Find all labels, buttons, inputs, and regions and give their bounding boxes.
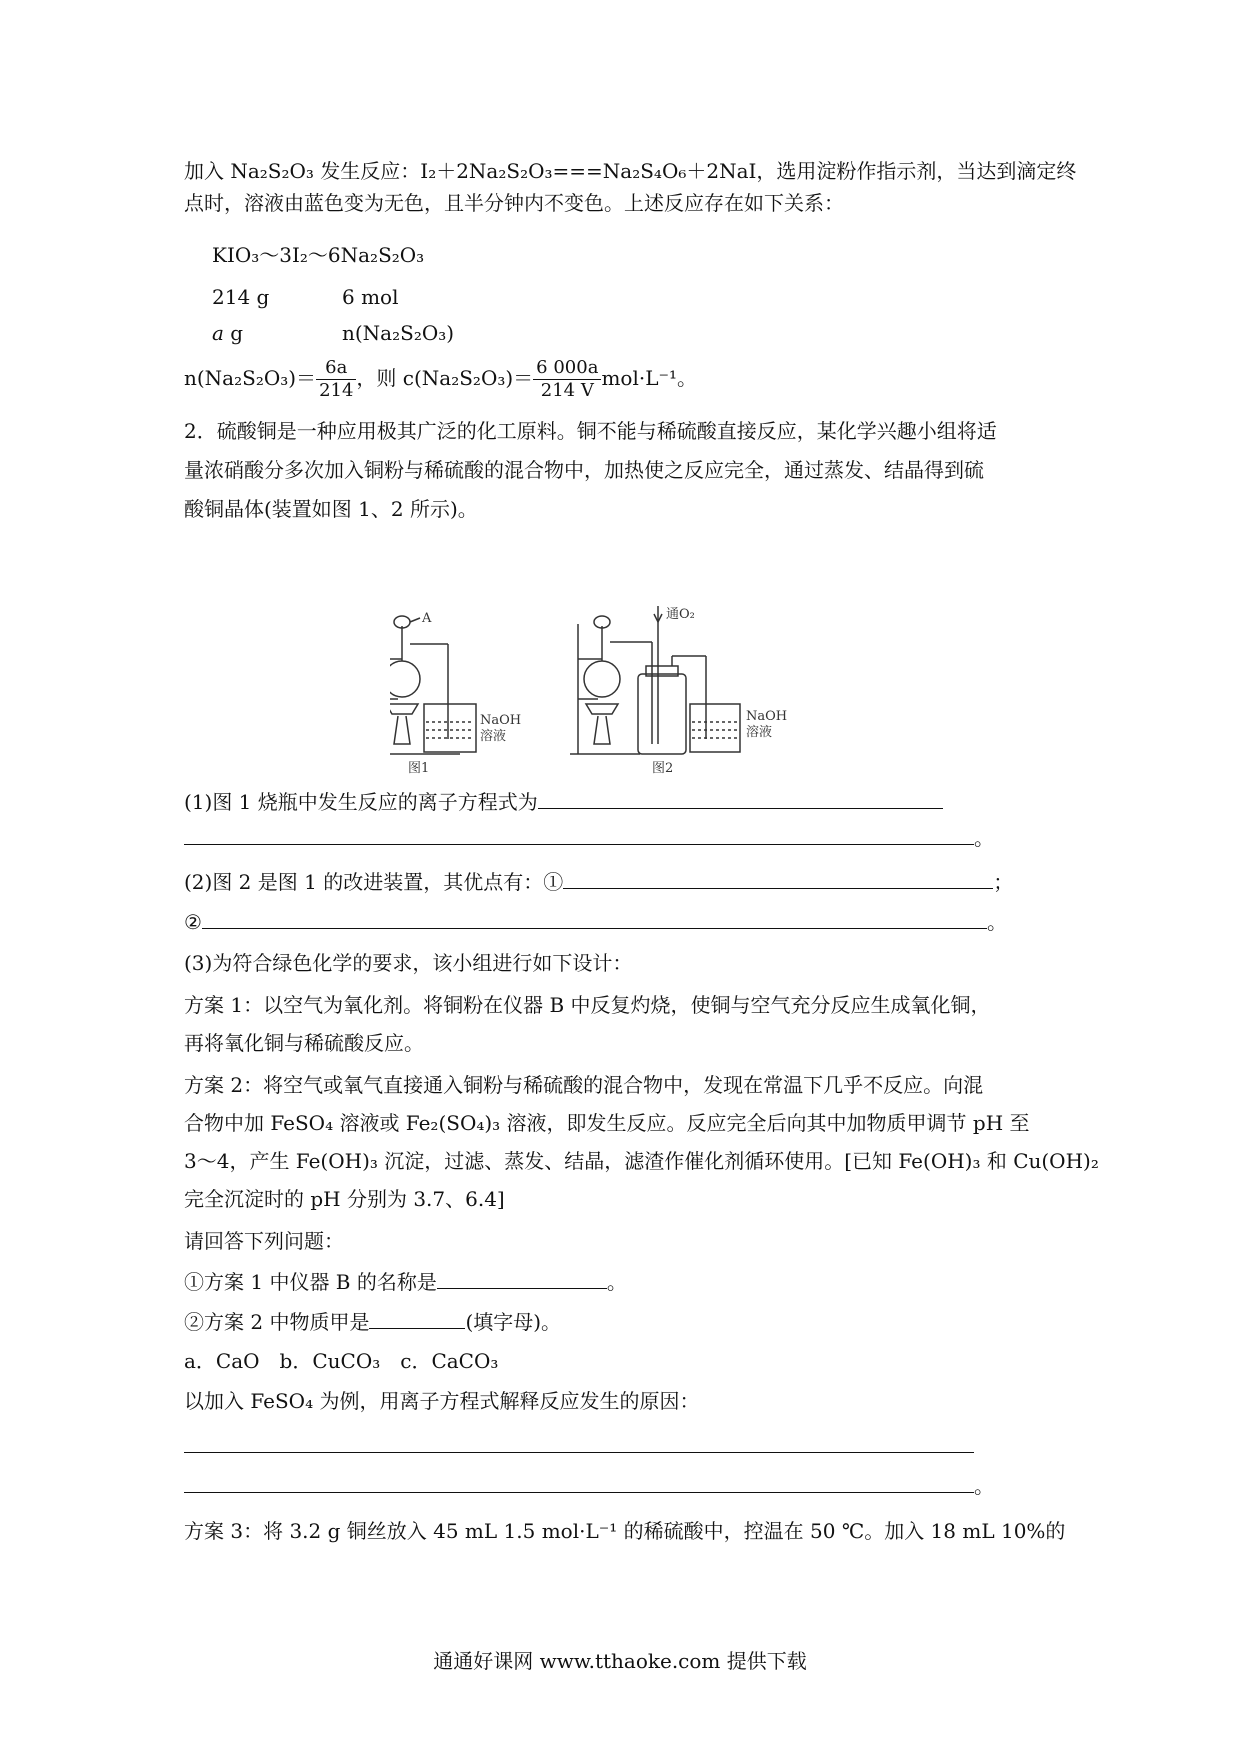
fraction-1-den: 214 [319, 380, 354, 401]
period-1: 。 [974, 826, 994, 850]
scheme-1-line-2: 再将氧化铜与稀硫酸反应。 [184, 1031, 424, 1055]
footer-source: 通通好课网 www.tthaoke.com 提供下载 [433, 1649, 807, 1673]
answer-blank-substance[interactable] [369, 1306, 465, 1329]
scheme-2-line-4: 完全沉淀时的 pH 分别为 3.7、6.4] [184, 1187, 505, 1211]
answer-blank-ion-b[interactable] [184, 1470, 974, 1493]
answer-blank-2b[interactable] [202, 906, 987, 929]
fraction-1 [316, 357, 356, 402]
label-o2: 通O₂ [666, 607, 695, 622]
part-1-continuation [184, 822, 994, 853]
label-solution-1: 溶液 [480, 729, 507, 744]
sub-q-1-end: 。 [606, 1270, 627, 1294]
answer-blank-instrument[interactable] [437, 1266, 607, 1289]
scheme-1-line-1: 方案 1：以空气为氧化剂。将铜粉在仪器 B 中反复灼烧，使铜与空气充分反应生成氧化铜， [184, 993, 991, 1017]
scheme-2-line-3: 3～4，产生 Fe(OH)₃ 沉淀，过滤、蒸发、结晶，滤渣作催化剂循环使用。[已知 Fe(OH)₃ 和 Cu(OH)₂ [184, 1149, 1099, 1173]
sub-q-2-text: ②方案 2 中物质甲是 [184, 1310, 370, 1334]
answer-blank-ion-a[interactable] [184, 1430, 974, 1453]
part-1-line [184, 786, 943, 817]
label-a: A [422, 611, 432, 626]
sub-q-1-text: ①方案 1 中仪器 B 的名称是 [184, 1270, 437, 1294]
eq-right: mol·L⁻¹。 [601, 366, 698, 390]
part-3-line: (3)为符合绿色化学的要求，该小组进行如下设计： [184, 951, 633, 975]
apparatus-figure [390, 604, 860, 774]
relation-mol: 6 mol [342, 285, 399, 309]
caption-fig-1: 图1 [408, 761, 430, 774]
sub-q-1 [184, 1266, 627, 1297]
fraction-2-den: 214 V [540, 380, 594, 401]
fraction-1-num: 6a [316, 357, 356, 380]
relation-a-g [212, 318, 243, 348]
part-1-text: (1)图 1 烧瓶中发生反应的离子方程式为 [184, 790, 538, 814]
semicolon: ； [993, 870, 1014, 894]
eq-left: n(Na₂S₂O₃)＝ [184, 366, 317, 390]
part-2-second [184, 906, 1007, 937]
sub-q-2-end: (填字母)。 [465, 1310, 562, 1334]
label-solution-2: 溶液 [746, 725, 773, 740]
ion-equation-prompt: 以加入 FeSO₄ 为例，用离子方程式解释反应发生的原因： [184, 1389, 700, 1413]
relation-mass: 214 g [212, 285, 270, 309]
relation-n: n(Na₂S₂O₃) [342, 321, 455, 345]
figure-1-apparatus [390, 616, 476, 754]
ask-line: 请回答下列问题： [184, 1229, 344, 1253]
fraction-2 [533, 357, 601, 402]
answer-blank-1b[interactable] [184, 822, 974, 845]
ion-answer-line-1 [184, 1430, 974, 1461]
caption-fig-2: 图2 [652, 761, 674, 774]
part-2-text: (2)图 2 是图 1 的改进装置，其优点有：① [184, 870, 564, 894]
scheme-2-line-2: 合物中加 FeSO₄ 溶液或 Fe₂(SO₄)₃ 溶液，即发生反应。反应完全后向其中加物质甲调节 pH 至 [184, 1111, 1030, 1135]
eq-mid: ，则 c(Na₂S₂O₃)＝ [356, 366, 534, 390]
fraction-2-num: 6 000a [533, 357, 601, 380]
period-2: 。 [986, 910, 1007, 934]
scheme-2-line-1: 方案 2：将空气或氧气直接通入铜粉与稀硫酸的混合物中，发现在常温下几乎不反应。向混 [184, 1073, 984, 1097]
label-naoh-1: NaOH [480, 713, 522, 728]
sub-q-2 [184, 1306, 561, 1337]
unit-g: g [223, 321, 244, 345]
answer-blank-1a[interactable] [538, 786, 943, 809]
label-naoh-2: NaOH [746, 709, 788, 724]
equation-line [184, 354, 697, 402]
answer-blank-2a[interactable] [563, 866, 993, 889]
text-line-2: 点时，溶液由蓝色变为无色，且半分钟内不变色。上述反应存在如下关系： [184, 191, 844, 215]
question-2-line-3: 酸铜晶体(装置如图 1、2 所示)。 [184, 497, 478, 521]
part-2-line [184, 866, 1013, 897]
circle-2: ② [184, 910, 202, 934]
options-line: a．CaO b．CuCO₃ c．CaCO₃ [184, 1349, 499, 1373]
ion-answer-line-2 [184, 1470, 994, 1501]
period-3: 。 [974, 1474, 994, 1498]
scheme-3-line: 方案 3：将 3.2 g 铜丝放入 45 mL 1.5 mol·L⁻¹ 的稀硫酸中，控温在 50 ℃。加入 18 mL 10%的 [184, 1519, 1066, 1543]
var-a: a [212, 321, 224, 345]
figure-2-apparatus [570, 606, 740, 754]
question-2-line-1: 2．硫酸铜是一种应用极其广泛的化工原料。铜不能与稀硫酸直接反应，某化学兴趣小组将适 [184, 419, 997, 443]
text-line-1: 加入 Na₂S₂O₃ 发生反应：I₂＋2Na₂S₂O₃===Na₂S₄O₆＋2NaI，选用淀粉作指示剂，当达到滴定终 [184, 159, 1077, 183]
question-2-line-2: 量浓硝酸分多次加入铜粉与稀硫酸的混合物中，加热使之反应完全，通过蒸发、结晶得到硫 [184, 458, 984, 482]
relation-line: KIO₃～3I₂～6Na₂S₂O₃ [212, 243, 425, 267]
